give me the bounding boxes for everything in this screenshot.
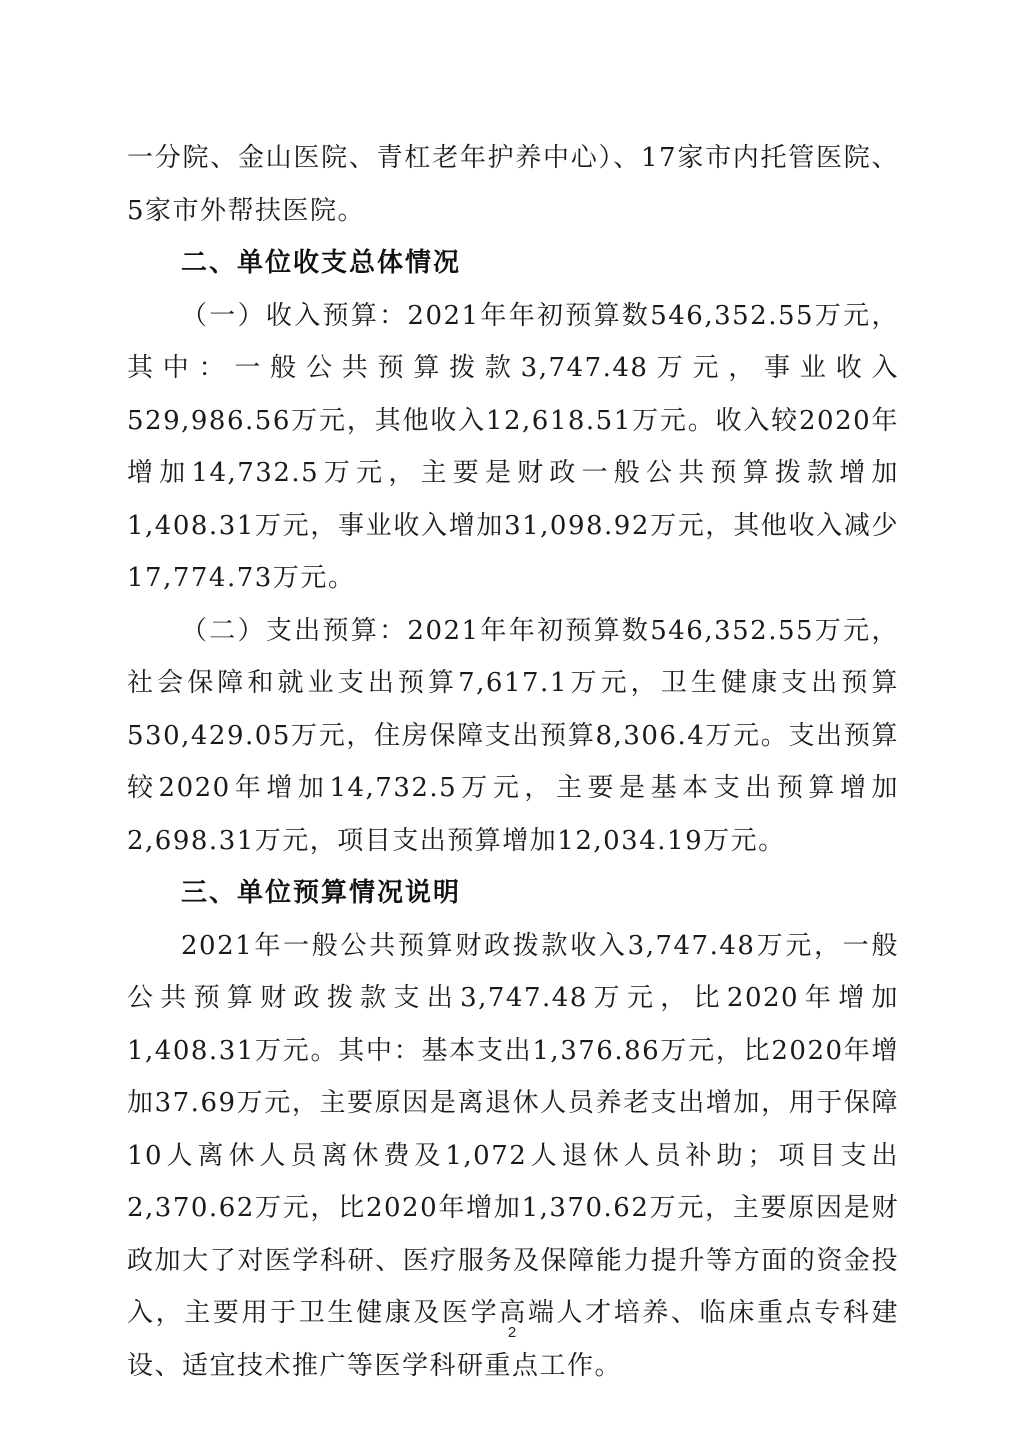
paragraph-expenditure-budget: （二）支出预算：2021年年初预算数546,352.55万元，社会保障和就业支出预算7,617.1万元，卫生健康支出预算530,429.05万元，住房保障支出预算8,306.4万元。支出预算较2020年增加14,732.5万元，主要是基本支出预算增加2,698.31万元，项目支出预算增加12,034.19万元。 bbox=[127, 615, 899, 856]
paragraph-continuation: 一分院、金山医院、青杠老年护养中心）、17家市内托管医院、5家市外帮扶医院。 bbox=[127, 143, 899, 226]
paragraph-income-budget: （一）收入预算：2021年年初预算数546,352.55万元，其中：一般公共预算拨款3,747.48万元，事业收入529,986.56万元，其他收入12,618.51万元。收入较2020年增加14,732.5万元，主要是财政一般公共预算拨款增加1,408.31万元，事业收入增加31,098.92万元，其他收入减少17,774.73万元。 bbox=[127, 300, 899, 593]
page-number: 2 bbox=[507, 1324, 517, 1341]
section-heading-2: 二、单位收支总体情况 bbox=[181, 248, 462, 278]
document-body bbox=[127, 132, 899, 1392]
section-heading-3: 三、单位预算情况说明 bbox=[181, 878, 462, 908]
paragraph-budget-explanation: 2021年一般公共预算财政拨款收入3,747.48万元，一般公共预算财政拨款支出3,747.48万元，比2020年增加1,408.31万元。其中：基本支出1,376.86万元，比2020年增加37.69万元，主要原因是离退休人员养老支出增加，用于保障10人离休人员离休费及1,072人退休人员补助；项目支出2,370.62万元，比2020年增加1,370.62万元，主要原因是财政加大了对医学科研、医疗服务及保障能力提升等方面的资金投入，主要用于卫生健康及医学高端人才培养、临床重点专科建设、适宜技术推广等医学科研重点工作。 bbox=[127, 930, 899, 1381]
